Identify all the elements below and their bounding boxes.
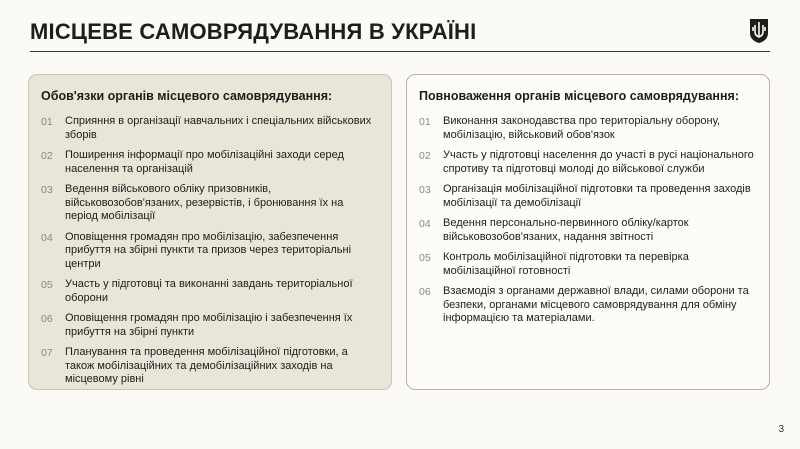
list-item bbox=[41, 278, 379, 305]
list-item bbox=[419, 149, 757, 176]
item-text: Контроль мобілізаційної підготовки та перевірка мобілізаційної готовності bbox=[443, 251, 689, 277]
list-item bbox=[419, 251, 757, 278]
item-text: Оповіщення громадян про мобілізацію і забезпечення їх прибуття на збірні пункти bbox=[65, 312, 353, 338]
item-text: Участь у підготовці населення до участі в русі національного спротиву та підготовці молоді до військової служби bbox=[443, 149, 754, 175]
page-number: 3 bbox=[778, 424, 784, 435]
item-number: 01 bbox=[419, 116, 431, 128]
item-text: Ведення військового обліку призовників, військовозобов'язаних, резервістів, і бронювання їх на період мобілізації bbox=[65, 183, 344, 222]
trident-emblem-icon bbox=[748, 18, 770, 44]
list-item bbox=[41, 231, 379, 272]
item-number: 04 bbox=[419, 218, 431, 230]
item-text: Ведення персонально-первинного обліку/карток військовозобов'язаних, надання звітності bbox=[443, 217, 689, 243]
list-item bbox=[41, 312, 379, 339]
item-number: 02 bbox=[419, 150, 431, 162]
item-text: Участь у підготовці та виконанні завдань територіальної оборони bbox=[65, 278, 353, 304]
item-number: 02 bbox=[41, 150, 53, 162]
list-item bbox=[419, 183, 757, 210]
item-text: Взаємодія з органами державної влади, силами оборони та безпеки, органами місцевого самоврядування для обміну інформацією та матеріалами. bbox=[443, 285, 749, 324]
item-text: Планування та проведення мобілізаційної підготовки, а також мобілізаційних та демобілізаційних заходів на місцевому рівні bbox=[65, 346, 348, 385]
item-number: 06 bbox=[41, 313, 53, 325]
item-number: 06 bbox=[419, 286, 431, 298]
page-title: МІСЦЕВЕ САМОВРЯДУВАННЯ В УКРАЇНІ bbox=[30, 19, 477, 44]
list-item bbox=[41, 183, 379, 224]
item-text: Виконання законодавства про територіальну оборону, мобілізацію, військовий обов'язок bbox=[443, 115, 721, 141]
item-number: 01 bbox=[41, 116, 53, 128]
list-item bbox=[41, 115, 379, 142]
list-item bbox=[41, 149, 379, 176]
item-number: 03 bbox=[41, 184, 53, 196]
list-item bbox=[419, 115, 757, 142]
title-underline bbox=[30, 51, 770, 52]
item-number: 05 bbox=[419, 252, 431, 264]
list-item bbox=[419, 217, 757, 244]
powers-panel bbox=[406, 74, 770, 390]
duties-panel-title: Обов'язки органів місцевого самоврядування: bbox=[41, 89, 333, 103]
powers-panel-title: Повноваження органів місцевого самоврядування: bbox=[419, 89, 739, 103]
list-item bbox=[419, 285, 757, 326]
list-item bbox=[41, 346, 379, 387]
item-text: Організація мобілізаційної підготовки та проведення заходів мобілізації та демобілізації bbox=[443, 183, 751, 209]
item-text: Поширення інформації про мобілізаційні заходи серед населення та організацій bbox=[65, 149, 344, 175]
item-number: 03 bbox=[419, 184, 431, 196]
item-text: Оповіщення громадян про мобілізацію, забезпечення прибуття на збірні пункти та призов через територіальні центри bbox=[65, 230, 352, 270]
item-number: 07 bbox=[41, 347, 53, 359]
item-number: 04 bbox=[41, 231, 53, 244]
duties-panel bbox=[28, 74, 392, 390]
item-number: 05 bbox=[41, 279, 53, 291]
item-text: Сприяння в організації навчальних і спеціальних військових зборів bbox=[65, 115, 372, 141]
